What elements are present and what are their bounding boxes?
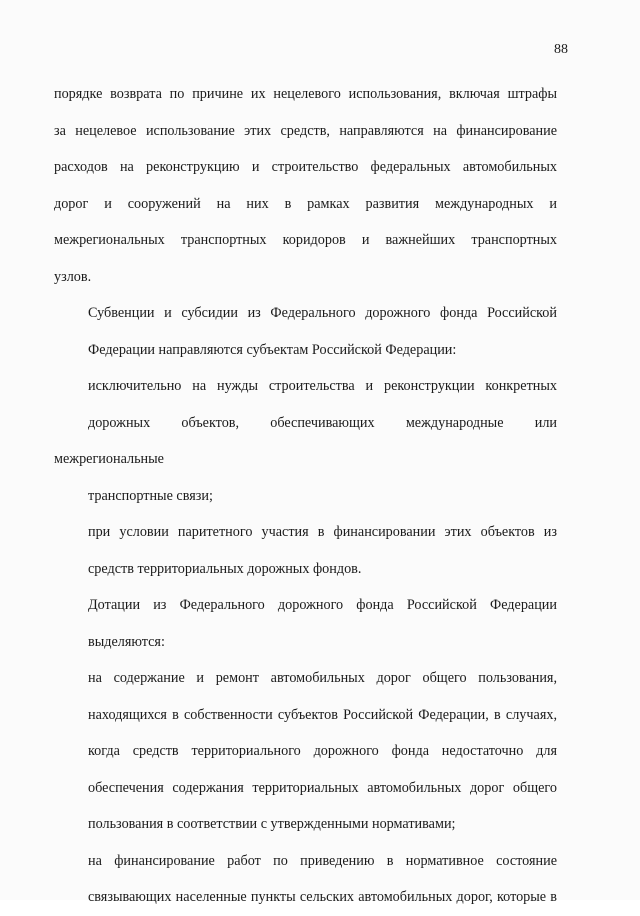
text-line: расходов на реконструкцию и строительство федеральных автомобильных — [54, 159, 557, 175]
paragraph — [54, 295, 557, 368]
text-line: на содержание и ремонт автомобильных дорог общего пользования, — [88, 670, 557, 686]
body-text — [54, 76, 557, 916]
text-line: Субвенции и субсидии из Федерального дорожного фонда Российской — [88, 305, 557, 321]
text-line: выделяются: — [88, 633, 165, 650]
text-line: пользования в соответствии с утвержденными нормативами; — [88, 816, 456, 832]
text-line: дорожных объектов, обеспечивающих международные или межрегиональные — [54, 414, 557, 467]
text-line: транспортные связи; — [88, 487, 213, 504]
paragraph — [54, 587, 557, 660]
text-line: исключительно на нужды строительства и реконструкции конкретных — [88, 378, 557, 394]
text-line: межрегиональных транспортных коридоров и важнейших транспортных — [54, 232, 557, 248]
text-line: обеспечения содержания территориальных автомобильных дорог общего — [88, 779, 557, 796]
text-line: на финансирование работ по приведению в нормативное состояние — [88, 852, 557, 869]
paragraph — [54, 514, 557, 587]
text-line: дорог и сооружений на них в рамках развития международных и — [54, 195, 557, 212]
text-line: когда средств территориального дорожного фонда недостаточно для — [88, 743, 557, 759]
text-line: средств территориальных дорожных фондов. — [88, 560, 362, 577]
text-line: за нецелевое использование этих средств, направляются на финансирование — [54, 122, 557, 139]
text-line: связывающих населенные пункты сельских автомобильных дорог, которые в — [88, 889, 557, 905]
text-line: при условии паритетного участия в финансировании этих объектов из — [88, 524, 557, 540]
text-line: находящихся в собственности субъектов Российской Федерации, в случаях, — [88, 706, 557, 723]
text-line: Федерации направляются субъектам Российской Федерации: — [88, 341, 457, 358]
page-number: 88 — [554, 42, 568, 57]
paragraph — [54, 76, 557, 295]
text-line: узлов. — [54, 268, 92, 285]
text-line: порядке возврата по причине их нецелевого использования, включая штрафы — [54, 86, 557, 102]
paragraph — [54, 660, 557, 843]
paragraph — [54, 843, 557, 916]
paragraph — [54, 368, 557, 514]
text-line: Дотации из Федерального дорожного фонда Российской Федерации — [88, 597, 557, 613]
